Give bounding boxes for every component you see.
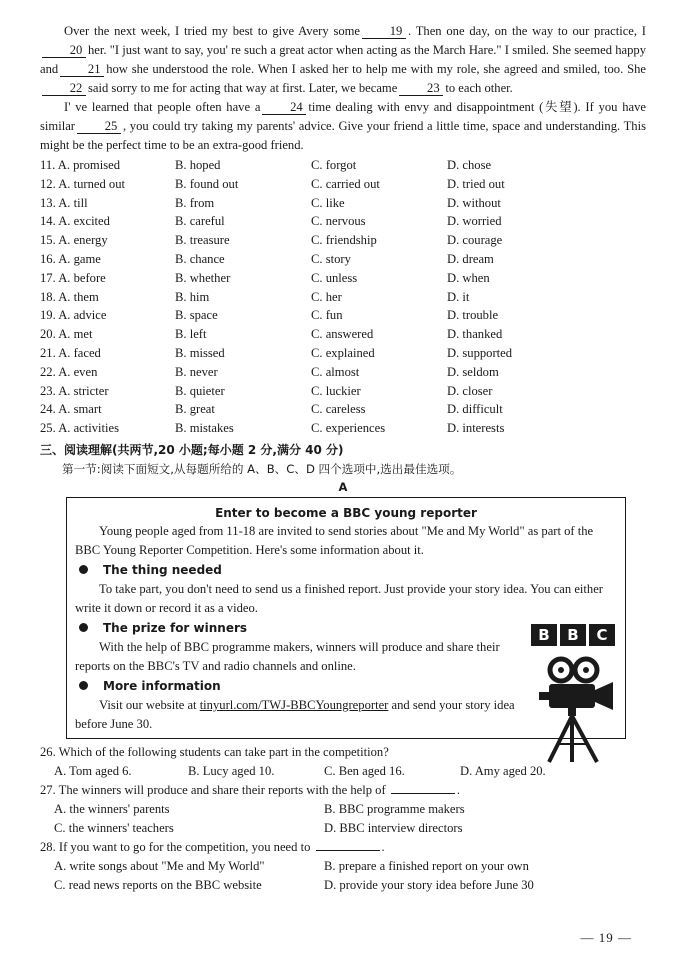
option-row-21 <box>40 344 646 363</box>
text: said sorry to me for acting that way at first. Later, we became <box>88 81 398 95</box>
option-c: C. careless <box>311 402 366 417</box>
option-d: D. closer <box>447 383 493 398</box>
option-c: C. experiences <box>311 421 386 436</box>
option-b: B. from <box>175 195 215 210</box>
logo-letter: C <box>589 624 615 646</box>
option-c: C. forgot <box>311 158 357 172</box>
ad-text-more-info <box>75 696 515 734</box>
option-b: B. found out <box>175 176 239 191</box>
ad-intro: Young people aged from 11-18 are invited to send stories about "Me and My World" as part of the BBC Young Reporter Competition. Here's some information about it. <box>75 523 594 557</box>
blank-23: 23 <box>399 81 443 96</box>
option-d: D. it <box>447 289 470 304</box>
option-d[interactable]: D. Amy aged 20. <box>460 763 546 778</box>
cloze-paragraph-2 <box>40 98 646 155</box>
bbc-logo <box>531 624 615 646</box>
answer-blank <box>391 793 455 794</box>
option-d: D. supported <box>447 345 513 360</box>
question-27 <box>40 781 646 838</box>
option-b: B. careful <box>175 214 225 229</box>
blank-24: 24 <box>262 100 306 115</box>
option-a: 21. A. faced <box>40 345 101 360</box>
option-row-16 <box>40 250 646 269</box>
question-text: 26. Which of the following students can take part in the competition? <box>40 744 389 759</box>
option-b: B. whether <box>175 270 231 285</box>
option-c: C. fun <box>311 308 343 323</box>
text: 27. The winners will produce and share their reports with the help of <box>40 782 386 797</box>
option-c: C. like <box>311 195 345 210</box>
option-b[interactable]: B. BBC programme makers <box>324 801 465 816</box>
movie-camera-icon <box>537 656 617 766</box>
option-a[interactable]: A. Tom aged 6. <box>54 763 132 778</box>
option-b: B. mistakes <box>175 421 234 436</box>
option-d: D. interests <box>447 421 505 436</box>
option-a: 19. A. advice <box>40 308 107 323</box>
option-c[interactable]: C. read news reports on the BBC website <box>54 877 262 892</box>
option-c: C. almost <box>311 364 360 379</box>
question-text: 28. If you want to go for the competition, you need to . <box>40 839 385 854</box>
option-c: C. luckier <box>311 383 361 398</box>
option-d: D. tried out <box>447 176 505 191</box>
option-b: B. great <box>175 402 215 417</box>
option-a: 25. A. activities <box>40 421 120 436</box>
section-heading: 三、阅读理解(共两节,20 小题;每小题 2 分,满分 40 分) <box>40 442 344 457</box>
option-c: C. unless <box>311 270 358 285</box>
option-a: 13. A. till <box>40 195 88 210</box>
option-a: 20. A. met <box>40 327 93 342</box>
option-a: 24. A. smart <box>40 402 102 417</box>
text: and send your story idea before June 30. <box>75 697 515 731</box>
option-d: D. dream <box>447 251 494 266</box>
option-a: 22. A. even <box>40 364 98 379</box>
passage-letter: A <box>338 479 348 494</box>
option-a[interactable]: A. write songs about "Me and My World" <box>54 858 265 873</box>
ad-text-prize: With the help of BBC programme makers, winners will produce and share their reports on the BBC's TV and radio channels and online. <box>75 639 500 673</box>
option-row-17 <box>40 269 646 288</box>
option-c: C. story <box>311 251 351 266</box>
option-c: C. carried out <box>311 176 380 191</box>
bbc-ad-box <box>66 497 626 739</box>
cloze-options <box>40 156 646 438</box>
option-a: 14. A. excited <box>40 214 110 229</box>
text: her. "I just want to say, you' re such a great actor when acting as the March Hare." I smiled. She seemed happy and <box>40 43 646 76</box>
option-d: D. without <box>447 195 501 210</box>
option-b: B. space <box>175 308 218 323</box>
blank-19: 19 <box>362 24 406 39</box>
option-row-23 <box>40 382 646 401</box>
blank-22: 22 <box>42 81 86 96</box>
blank-20: 20 <box>42 43 86 58</box>
page-number: — 19 — <box>580 930 632 945</box>
text: 28. If you want to go for the competition, you need to <box>40 839 311 854</box>
option-d: D. worried <box>447 214 502 229</box>
bullet-icon <box>79 681 88 690</box>
ad-heading-more-info <box>75 676 617 696</box>
option-c: C. explained <box>311 345 375 360</box>
text: Visit our website at <box>99 697 197 712</box>
text: , you could try taking my parents' advice. Give your friend a little time, space and understanding. This might be the perfect time to be an extra-good friend. <box>40 119 646 152</box>
option-d[interactable]: D. provide your story idea before June 30 <box>324 877 534 892</box>
option-row-13 <box>40 194 646 213</box>
bullet-icon <box>79 565 88 574</box>
cloze-paragraph-1 <box>40 22 646 98</box>
option-row-12 <box>40 175 646 194</box>
option-row-20 <box>40 325 646 344</box>
heading-text: More information <box>103 678 221 693</box>
option-c: C. her <box>311 289 342 304</box>
option-b: B. never <box>175 364 218 379</box>
answer-options <box>40 800 646 819</box>
option-c: C. nervous <box>311 214 366 229</box>
option-d: D. seldom <box>447 364 499 379</box>
text: I' ve learned that people often have a <box>64 100 261 114</box>
option-row-22 <box>40 363 646 382</box>
text: time dealing with envy and disappointment (失望). If you have similar <box>40 100 646 133</box>
option-b: B. him <box>175 289 210 304</box>
option-a: 12. A. turned out <box>40 176 126 191</box>
heading-text: The prize for winners <box>103 620 248 635</box>
option-a: 16. A. game <box>40 251 101 266</box>
option-c[interactable]: C. Ben aged 16. <box>324 763 405 778</box>
option-b: B. quieter <box>175 383 225 398</box>
option-c: C. answered <box>311 327 374 342</box>
option-b: B. treasure <box>175 233 230 248</box>
option-d: D. difficult <box>447 402 503 417</box>
question-text: 27. The winners will produce and share their reports with the help of . <box>40 782 460 797</box>
option-row-14 <box>40 212 646 231</box>
answer-blank <box>316 850 380 851</box>
ad-title: Enter to become a BBC young reporter <box>215 505 477 520</box>
option-row-19 <box>40 306 646 325</box>
option-b: B. hoped <box>175 158 221 172</box>
option-row-18 <box>40 288 646 307</box>
option-a: 17. A. before <box>40 270 106 285</box>
ad-text-thing-needed: To take part, you don't need to send us a finished report. Just provide your story idea. You can either write it down or record it as a video. <box>75 581 603 615</box>
option-d: D. chose <box>447 158 492 172</box>
website-link[interactable]: tinyurl.com/TWJ-BBCYoungreporter <box>199 697 389 712</box>
question-28 <box>40 838 646 895</box>
option-d: D. thanked <box>447 327 503 342</box>
answer-options <box>40 857 646 876</box>
section-instruction: 第一节:阅读下面短文,从每题所给的 A、B、C、D 四个选项中,选出最佳选项。 <box>62 461 462 476</box>
option-row-24 <box>40 400 646 419</box>
option-a: 15. A. energy <box>40 233 108 248</box>
blank-21: 21 <box>60 62 104 77</box>
option-row-15 <box>40 231 646 250</box>
logo-letter: B <box>531 624 557 646</box>
option-row-25 <box>40 419 646 438</box>
option-d: D. trouble <box>447 308 499 323</box>
blank-25: 25 <box>77 119 121 134</box>
option-b: B. left <box>175 327 207 342</box>
option-a: 11. A. promised <box>40 158 120 172</box>
option-row-11 <box>40 156 646 175</box>
heading-text: The thing needed <box>103 562 222 577</box>
answer-options <box>40 876 646 895</box>
option-c[interactable]: C. the winners' teachers <box>54 820 174 835</box>
text: to each other. <box>445 81 513 95</box>
option-b: B. missed <box>175 345 225 360</box>
ad-heading-thing-needed <box>75 560 617 580</box>
option-b[interactable]: B. prepare a finished report on your own <box>324 858 529 873</box>
text: . Then one day, on the way to our practice, I <box>408 24 646 38</box>
option-d: D. courage <box>447 233 503 248</box>
option-b[interactable]: B. Lucy aged 10. <box>188 763 275 778</box>
logo-letter: B <box>560 624 586 646</box>
option-a: 23. A. stricter <box>40 383 109 398</box>
option-a: 18. A. them <box>40 289 99 304</box>
option-d[interactable]: D. BBC interview directors <box>324 820 463 835</box>
option-d: D. when <box>447 270 490 285</box>
option-b: B. chance <box>175 251 225 266</box>
text: how she understood the role. When I asked her to help me with my role, she agreed and smiled, too. She <box>106 62 646 76</box>
answer-options <box>40 819 646 838</box>
text: Over the next week, I tried my best to give Avery some <box>64 24 361 38</box>
bullet-icon <box>79 623 88 632</box>
option-c: C. friendship <box>311 233 377 248</box>
option-a[interactable]: A. the winners' parents <box>54 801 170 816</box>
